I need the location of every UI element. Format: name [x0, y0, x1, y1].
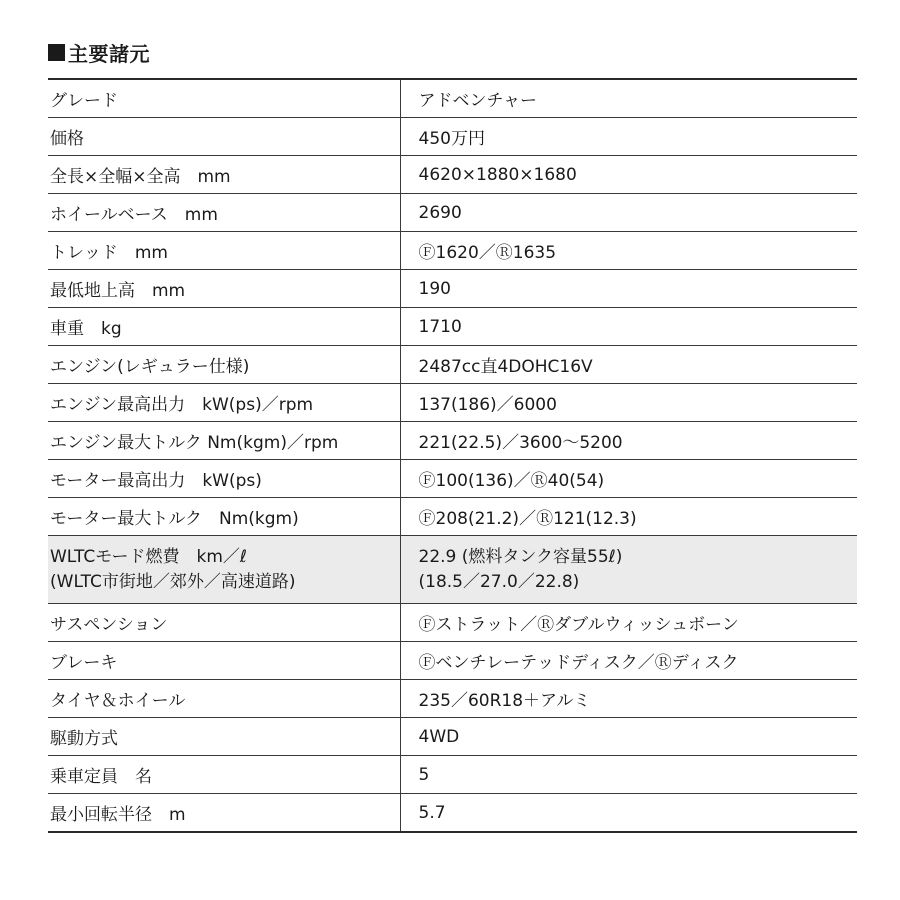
- table-row: [48, 718, 857, 756]
- table-row: [48, 680, 857, 718]
- row-label: エンジン最高出力 kW(ps)／rpm: [48, 384, 400, 422]
- row-value: 2487cc直4DOHC16V: [400, 346, 857, 384]
- row-label: グレード: [48, 79, 400, 118]
- table-row: [48, 460, 857, 498]
- table-row: [48, 422, 857, 460]
- row-label: トレッド mm: [48, 232, 400, 270]
- row-value: 4620×1880×1680: [400, 156, 857, 194]
- row-label: ブレーキ: [48, 642, 400, 680]
- row-value: アドベンチャー: [400, 79, 857, 118]
- row-value: Ⓕ208(21.2)／Ⓡ121(12.3): [400, 498, 857, 536]
- row-value: 235／60R18＋アルミ: [400, 680, 857, 718]
- table-row: [48, 308, 857, 346]
- row-label: 全長×全幅×全高 mm: [48, 156, 400, 194]
- table-row: [48, 756, 857, 794]
- row-label: 最低地上高 mm: [48, 270, 400, 308]
- row-label: 価格: [48, 118, 400, 156]
- title-square-marker: [48, 44, 65, 61]
- row-value: 5.7: [418, 802, 446, 823]
- row-label: 車重 kg: [48, 308, 400, 346]
- table-row-highlighted: [48, 536, 857, 604]
- row-label: 最小回転半径 m: [48, 794, 400, 833]
- row-label: サスペンション: [48, 604, 400, 642]
- row-value: 221(22.5)／3600〜5200: [400, 422, 857, 460]
- row-value: 1710: [400, 308, 857, 346]
- table-row: [48, 194, 857, 232]
- row-label: ホイールベース mm: [48, 194, 400, 232]
- row-label: モーター最高出力 kW(ps): [48, 460, 400, 498]
- table-row: [48, 270, 857, 308]
- table-row: [48, 232, 857, 270]
- row-value: Ⓕストラット／Ⓡダブルウィッシュボーン: [400, 604, 857, 642]
- row-value: Ⓕ1620／Ⓡ1635: [400, 232, 857, 270]
- row-value: [400, 536, 857, 604]
- row-value: 5: [400, 756, 857, 794]
- row-value: 2690: [400, 194, 857, 232]
- table-row: [48, 346, 857, 384]
- section-title: [48, 38, 150, 67]
- row-label: [48, 536, 400, 604]
- table-row: [48, 118, 857, 156]
- table-row: [48, 604, 857, 642]
- table-row: [48, 384, 857, 422]
- row-value-line1: 22.9 (燃料タンク容量55ℓ): [418, 546, 623, 567]
- row-label: タイヤ＆ホイール: [48, 680, 400, 718]
- table-row: [48, 156, 857, 194]
- row-value: Ⓕベンチレーテッドディスク／Ⓡディスク: [400, 642, 857, 680]
- row-label-line2: (WLTC市街地／郊外／高速道路): [50, 571, 296, 592]
- section-title-text: 主要諸元: [68, 42, 150, 66]
- row-label: エンジン(レギュラー仕様): [48, 346, 400, 384]
- row-value: 137(186)／6000: [400, 384, 857, 422]
- row-label: モーター最大トルク Nm(kgm): [48, 498, 400, 536]
- row-value: 4WD: [400, 718, 857, 756]
- row-value: 190: [400, 270, 857, 308]
- row-value-line2: (18.5／27.0／22.8): [418, 571, 580, 592]
- row-label: 駆動方式: [48, 718, 400, 756]
- row-label-line1: WLTCモード燃費 km／ℓ: [50, 546, 247, 567]
- row-value: 450万円: [400, 118, 857, 156]
- table-row: [48, 642, 857, 680]
- row-label: エンジン最大トルク Nm(kgm)／rpm: [48, 422, 400, 460]
- spec-table: [48, 78, 857, 833]
- row-value: Ⓕ100(136)／Ⓡ40(54): [400, 460, 857, 498]
- table-row: [48, 498, 857, 536]
- table-row: [48, 79, 857, 118]
- table-row: [48, 794, 857, 833]
- row-label: 乗車定員 名: [48, 756, 400, 794]
